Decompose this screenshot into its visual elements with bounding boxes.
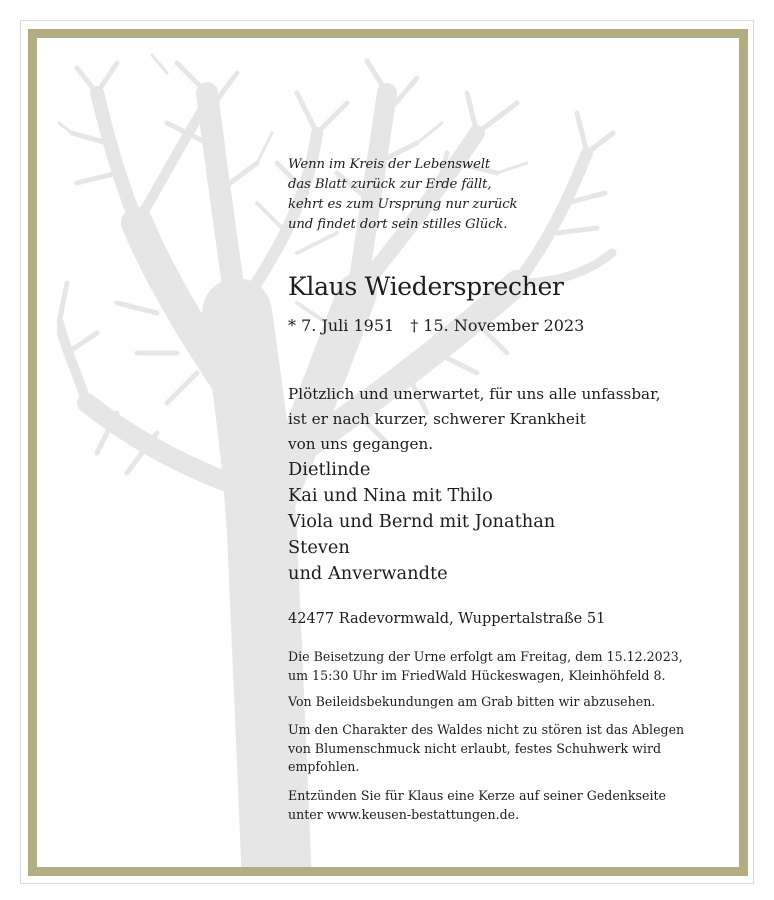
family-member: und Anverwandte <box>288 563 448 584</box>
deceased-name: Klaus Wiedersprecher <box>288 272 564 301</box>
forest-line: empfohlen. <box>288 759 360 774</box>
message-line: von uns gegangen. <box>288 435 434 453</box>
poem-line: kehrt es zum Ursprung nur zurück <box>288 197 518 212</box>
forest-rules <box>288 721 684 777</box>
candle-line: Entzünden Sie für Klaus eine Kerze auf seiner Gedenkseite <box>288 788 667 803</box>
family-member: Viola und Bernd mit Jonathan <box>288 511 556 532</box>
family-address: 42477 Radevormwald, Wuppertalstraße 51 <box>288 611 606 627</box>
family-member: Kai und Nina mit Thilo <box>288 485 493 506</box>
message-line: Plötzlich und unerwartet, für uns alle unfassbar, <box>288 385 661 403</box>
death-date: † 15. November 2023 <box>410 316 585 335</box>
poem-line: und findet dort sein stilles Glück. <box>288 217 508 232</box>
poem <box>288 155 517 235</box>
family-list <box>288 457 555 587</box>
mourning-message <box>288 382 661 457</box>
life-dates <box>288 316 584 335</box>
obituary-content <box>37 38 739 867</box>
candle-note <box>288 787 666 824</box>
family-member: Dietlinde <box>288 459 371 480</box>
condolence-note <box>288 693 655 712</box>
burial-info <box>288 648 683 685</box>
family-member: Steven <box>288 537 350 558</box>
poem-line: Wenn im Kreis der Lebenswelt <box>288 157 491 172</box>
forest-line: Um den Charakter des Waldes nicht zu stören ist das Ablegen <box>288 722 685 737</box>
birth-date: * 7. Juli 1951 <box>288 316 395 335</box>
burial-line: Die Beisetzung der Urne erfolgt am Freitag, dem 15.12.2023, <box>288 649 683 664</box>
burial-line: um 15:30 Uhr im FriedWald Hückeswagen, Kleinhöhfeld 8. <box>288 667 666 683</box>
forest-line: von Blumenschmuck nicht erlaubt, festes Schuhwerk wird <box>288 740 662 756</box>
candle-line: unter www.keusen-bestattungen.de. <box>288 806 520 822</box>
obituary-frame <box>28 29 748 876</box>
condolence-line: Von Beileidsbekundungen am Grab bitten wir abzusehen. <box>288 694 656 709</box>
message-line: ist er nach kurzer, schwerer Krankheit <box>288 410 586 428</box>
poem-line: das Blatt zurück zur Erde fällt, <box>288 177 492 192</box>
